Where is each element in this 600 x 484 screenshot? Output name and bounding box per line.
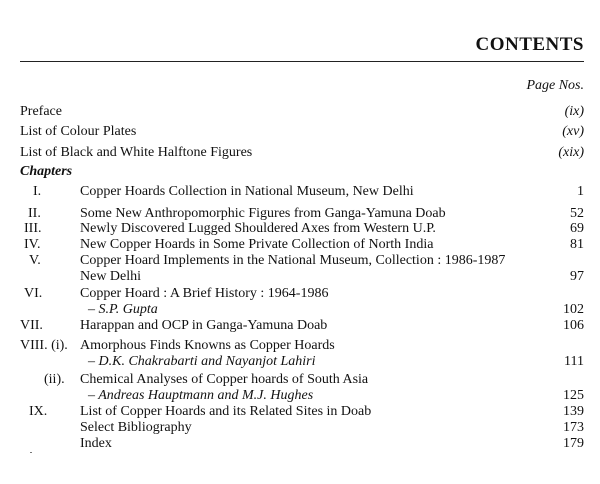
chapter-author: – Andreas Hauptmann and M.J. Hughes	[88, 388, 314, 403]
chapter-number: VIII. (i).	[20, 338, 68, 353]
front-matter-page: (ix)	[564, 104, 584, 119]
chapter-page: 125	[563, 388, 584, 403]
page-title: CONTENTS	[475, 34, 584, 55]
chapter-number: VI.	[24, 286, 43, 301]
chapter-number: II.	[28, 206, 41, 221]
chapter-title: Chemical Analyses of Copper hoards of South Asia	[80, 372, 369, 387]
chapter-title: Select Bibliography	[80, 420, 192, 435]
front-matter-label: List of Colour Plates	[20, 124, 137, 139]
chapter-title: List of Copper Hoards and its Related Sites in Doab	[80, 404, 372, 419]
chapter-number: III.	[24, 221, 42, 236]
chapter-number: V.	[29, 253, 41, 268]
chapter-page: 179	[563, 436, 584, 451]
chapter-title: Newly Discovered Lugged Shouldered Axes from Western U.P.	[80, 221, 436, 236]
chapter-page: 52	[570, 206, 584, 221]
chapter-title: Amorphous Finds Knowns as Copper Hoards	[80, 338, 335, 353]
chapter-author: – S.P. Gupta	[88, 302, 158, 317]
chapters-heading: Chapters	[20, 164, 73, 179]
title-rule	[20, 61, 584, 62]
front-matter-page: (xv)	[562, 124, 584, 139]
chapter-number: IV.	[24, 237, 41, 252]
chapter-title: Copper Hoard : A Brief History : 1964-1986	[80, 286, 329, 301]
scan-speck	[30, 452, 32, 453]
chapter-page: 81	[570, 237, 584, 252]
chapter-page: 102	[563, 302, 584, 317]
chapter-author: – D.K. Chakrabarti and Nayanjot Lahiri	[88, 354, 316, 369]
chapter-page: 97	[570, 269, 584, 284]
front-matter-label: Preface	[20, 104, 62, 119]
chapter-number: IX.	[29, 404, 48, 419]
front-matter-page: (xix)	[558, 145, 584, 160]
chapter-page: 106	[563, 318, 584, 333]
front-matter-label: List of Black and White Halftone Figures	[20, 145, 253, 160]
chapter-number: I.	[33, 184, 42, 199]
chapter-page: 1	[577, 184, 584, 199]
chapter-number: VII.	[20, 318, 43, 333]
page-nos-label: Page Nos.	[526, 78, 584, 93]
chapter-title: Copper Hoards Collection in National Museum, New Delhi	[80, 184, 414, 199]
chapter-page: 111	[564, 354, 584, 369]
chapter-title: Harappan and OCP in Ganga-Yamuna Doab	[80, 318, 328, 333]
chapter-page: 69	[570, 221, 584, 236]
chapter-page: 173	[563, 420, 584, 435]
chapter-number: (ii).	[44, 372, 65, 387]
chapter-title: New Copper Hoards in Some Private Collection of North India	[80, 237, 434, 252]
chapter-title: Copper Hoard Implements in the National Museum, Collection : 1986-1987	[80, 253, 506, 268]
chapter-title: Some New Anthropomorphic Figures from Ganga-Yamuna Doab	[80, 206, 446, 221]
chapter-title: New Delhi	[80, 269, 142, 284]
chapter-page: 139	[563, 404, 584, 419]
chapter-title: Index	[80, 436, 112, 451]
